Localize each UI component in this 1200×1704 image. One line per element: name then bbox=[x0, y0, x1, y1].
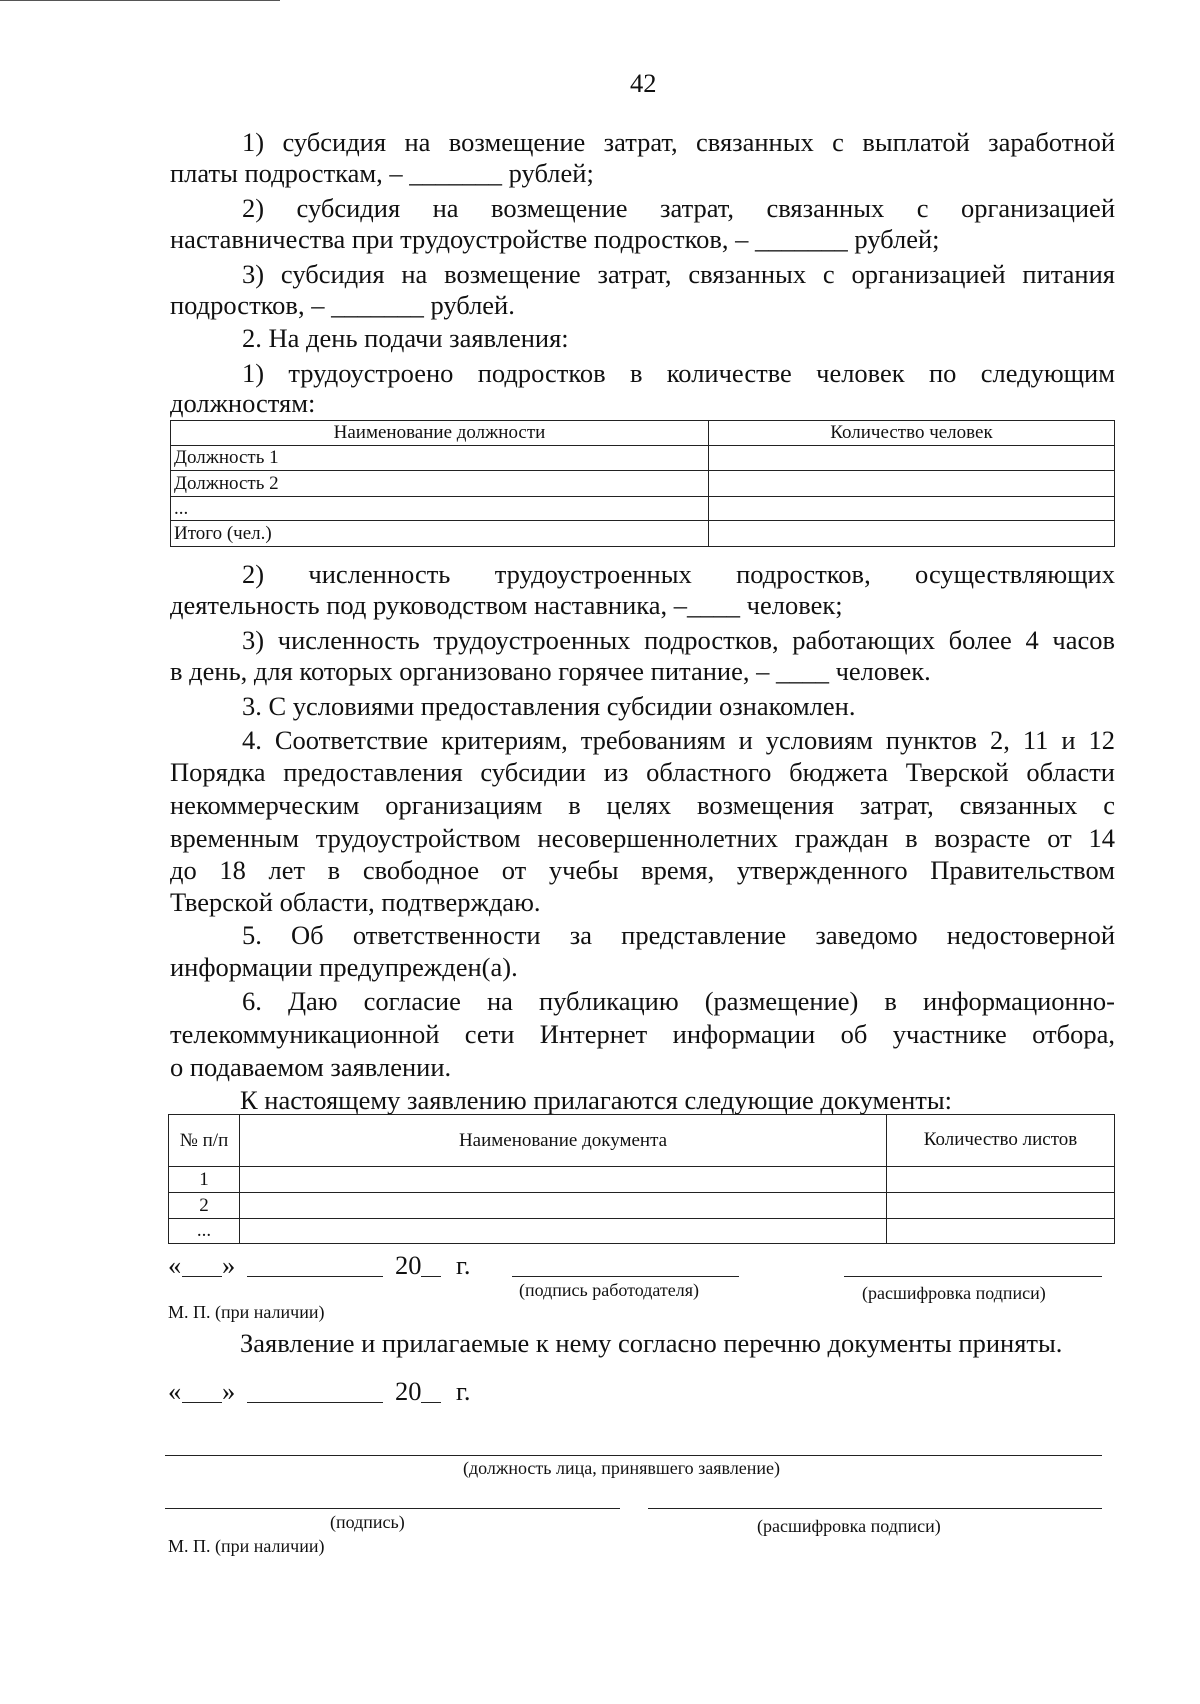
decoding-caption: (расшифровка подписи) bbox=[862, 1283, 1046, 1303]
table-cell: Итого (чел.) bbox=[171, 521, 709, 547]
paragraph-line: 1) субсидия на возмещение затрат, связанных с выплатой заработной bbox=[242, 127, 1115, 157]
table-row bbox=[169, 1193, 1115, 1219]
date-open-quote: « bbox=[168, 1376, 182, 1406]
positions-table bbox=[170, 420, 1115, 547]
paragraph-line: 1) трудоустроено подростков в количестве человек по следующим bbox=[242, 358, 1115, 388]
table-header-cell: Наименование документа bbox=[240, 1115, 887, 1167]
table-cell: 1 bbox=[169, 1167, 240, 1193]
paragraph-line: 2) субсидия на возмещение затрат, связанных с организацией bbox=[242, 193, 1115, 223]
table-cell: Должность 1 bbox=[171, 446, 709, 471]
date-year-line bbox=[421, 1402, 441, 1403]
stamp-note: М. П. (при наличии) bbox=[168, 1302, 325, 1322]
table-row bbox=[171, 521, 1115, 547]
paragraph-line: 6. Даю согласие на публикацию (размещение) в информационно- bbox=[242, 986, 1115, 1016]
table-cell: 2 bbox=[169, 1193, 240, 1219]
paragraph-line: 4. Соответствие критериям, требованиям и условиям пунктов 2, 11 и 12 bbox=[242, 725, 1115, 755]
paragraph-line: 3) субсидия на возмещение затрат, связанных с организацией питания bbox=[242, 259, 1115, 289]
table-cell bbox=[709, 521, 1115, 547]
table-cell bbox=[709, 497, 1115, 521]
paragraph-line: наставничества при трудоустройстве подростков, – _______ рублей; bbox=[170, 224, 940, 254]
table-header-cell: № п/п bbox=[169, 1115, 240, 1167]
table-row bbox=[171, 446, 1115, 471]
table-cell: ... bbox=[169, 1219, 240, 1244]
decoding-caption: (расшифровка подписи) bbox=[757, 1516, 941, 1536]
table-cell: Должность 2 bbox=[171, 471, 709, 497]
date-year: 20 bbox=[395, 1376, 422, 1406]
acceptance-text: Заявление и прилагаемые к нему согласно перечню документы приняты. bbox=[240, 1328, 1063, 1358]
paragraph-line: до 18 лет в свободное от учебы время, утвержденного Правительством bbox=[170, 855, 1115, 885]
table-row bbox=[169, 1219, 1115, 1244]
table-cell: ... bbox=[171, 497, 709, 521]
table-cell bbox=[887, 1167, 1115, 1193]
date-year-suffix: г. bbox=[456, 1250, 471, 1280]
date-close-quote: » bbox=[222, 1250, 236, 1280]
paragraph-line: деятельность под руководством наставника, –____ человек; bbox=[170, 590, 843, 620]
date-day-line bbox=[182, 1402, 222, 1403]
documents-intro: К настоящему заявлению прилагаются следующие документы: bbox=[240, 1085, 952, 1115]
paragraph-line: 3) численность трудоустроенных подростков, работающих более 4 часов bbox=[242, 625, 1115, 655]
date-day-line bbox=[182, 1276, 222, 1277]
table-cell bbox=[240, 1167, 887, 1193]
paragraph-line: о подаваемом заявлении. bbox=[170, 1052, 452, 1082]
table-row bbox=[169, 1167, 1115, 1193]
signature-line bbox=[165, 1508, 620, 1509]
decoding-signature-line bbox=[844, 1276, 1102, 1277]
scan-artifact-line bbox=[0, 0, 280, 1]
paragraph-line: 5. Об ответственности за представление заведомо недостоверной bbox=[242, 920, 1115, 950]
table-cell bbox=[709, 446, 1115, 471]
paragraph-line: Тверской области, подтверждаю. bbox=[170, 887, 541, 917]
signature-caption: (подпись) bbox=[330, 1512, 405, 1532]
employer-signature-line bbox=[512, 1276, 739, 1277]
position-caption: (должность лица, принявшего заявление) bbox=[463, 1458, 781, 1478]
date-year: 20 bbox=[395, 1250, 422, 1280]
table-cell bbox=[709, 471, 1115, 497]
table-header-cell: Наименование должности bbox=[171, 421, 709, 446]
paragraph-line: 2) численность трудоустроенных подростков, осуществляющих bbox=[242, 559, 1115, 589]
position-line bbox=[165, 1455, 1102, 1456]
stamp-note: М. П. (при наличии) bbox=[168, 1536, 325, 1556]
table-row bbox=[171, 497, 1115, 521]
date-month-line bbox=[247, 1276, 383, 1277]
table-header-cell: Количество листов bbox=[887, 1115, 1115, 1167]
table-row bbox=[171, 471, 1115, 497]
paragraph-line: некоммерческим организациям в целях возмещения затрат, связанных с bbox=[170, 790, 1115, 820]
paragraph-line: должностям: bbox=[170, 388, 316, 418]
date-year-line bbox=[421, 1276, 441, 1277]
table-cell bbox=[240, 1219, 887, 1244]
paragraph-line: подростков, – _______ рублей. bbox=[170, 290, 515, 320]
table-cell bbox=[887, 1219, 1115, 1244]
table-cell bbox=[240, 1193, 887, 1219]
paragraph-line: телекоммуникационной сети Интернет информации об участнике отбора, bbox=[170, 1019, 1115, 1049]
section-heading: 2. На день подачи заявления: bbox=[242, 323, 569, 353]
paragraph-line: платы подросткам, – _______ рублей; bbox=[170, 158, 594, 188]
date-month-line bbox=[247, 1402, 383, 1403]
documents-table bbox=[168, 1114, 1115, 1244]
decoding-signature-line bbox=[648, 1508, 1102, 1509]
paragraph-line: временным трудоустройством несовершеннолетних граждан в возрасте от 14 bbox=[170, 823, 1115, 853]
paragraph-line: в день, для которых организовано горячее питание, – ____ человек. bbox=[170, 656, 931, 686]
paragraph-line: информации предупрежден(а). bbox=[170, 952, 518, 982]
employer-signature-caption: (подпись работодателя) bbox=[519, 1280, 700, 1300]
table-header-cell: Количество человек bbox=[709, 421, 1115, 446]
date-close-quote: » bbox=[222, 1376, 236, 1406]
table-header-row bbox=[169, 1115, 1115, 1167]
date-open-quote: « bbox=[168, 1250, 182, 1280]
date-year-suffix: г. bbox=[456, 1376, 471, 1406]
paragraph-line: Порядка предоставления субсидии из областного бюджета Тверской области bbox=[170, 757, 1115, 787]
section-heading: 3. С условиями предоставления субсидии ознакомлен. bbox=[242, 691, 856, 721]
page-number: 42 bbox=[630, 68, 657, 98]
table-cell bbox=[887, 1193, 1115, 1219]
table-header-row bbox=[171, 421, 1115, 446]
